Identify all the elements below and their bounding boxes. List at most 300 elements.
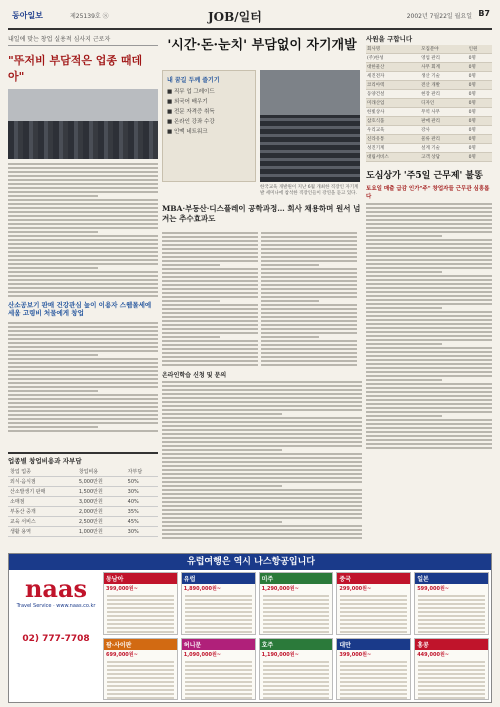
text-line <box>8 354 98 356</box>
table-cell: 40% <box>126 497 158 507</box>
text-line <box>8 203 158 205</box>
right-body <box>366 203 492 449</box>
page-number: B7 <box>478 9 490 18</box>
text-line <box>261 364 357 366</box>
text-line <box>8 358 158 360</box>
text-line <box>162 469 362 471</box>
text-line <box>261 232 357 234</box>
job-row <box>366 72 492 81</box>
tile-price: 1,890,000원~ <box>183 586 221 592</box>
text-line <box>162 457 362 459</box>
text-line <box>366 287 492 289</box>
table-title: 업종별 창업비용과 자부담 <box>8 457 82 465</box>
tile-text-line <box>340 603 407 605</box>
text-line <box>8 406 158 408</box>
job-row <box>366 99 492 108</box>
text-line <box>162 344 258 346</box>
text-line <box>366 259 492 261</box>
tile-text-line <box>263 689 330 691</box>
text-line <box>162 481 362 483</box>
job-listing-table <box>366 45 492 162</box>
text-line <box>8 362 158 364</box>
text-line <box>162 409 362 411</box>
tile-text-line <box>340 661 407 663</box>
text-line <box>8 418 158 420</box>
section-title: JOB/일터 <box>208 10 262 24</box>
right-subhead: 토요일 매출 급감 인가"주" 창업자들 근무관 심흥롭다 <box>366 186 490 200</box>
text-line <box>366 231 492 233</box>
seminar-photo <box>260 70 360 182</box>
text-line <box>8 187 158 189</box>
text-line <box>162 381 362 383</box>
text-line <box>8 163 158 165</box>
text-line <box>8 255 158 257</box>
tile-text-line <box>263 599 330 601</box>
text-line <box>162 268 258 270</box>
text-line <box>162 288 258 290</box>
job-row <box>366 117 492 126</box>
job-cell: 삼호식품 <box>366 117 420 126</box>
tile-text-line <box>418 623 485 625</box>
tile-text-line <box>340 673 407 675</box>
text-line <box>162 449 282 451</box>
text-line <box>261 256 357 258</box>
text-line <box>162 232 258 234</box>
text-line <box>162 465 362 467</box>
tile-text-line <box>340 595 407 597</box>
text-line <box>162 429 362 431</box>
text-line <box>366 203 492 205</box>
job-cell: 설계 기술 <box>420 144 467 153</box>
text-line <box>8 414 158 416</box>
job-cell: 성진기계 <box>366 144 420 153</box>
tile-text-line <box>418 615 485 617</box>
text-line <box>366 347 492 349</box>
tile-price: 699,000원~ <box>106 651 138 658</box>
text-line <box>261 348 357 350</box>
text-line <box>8 223 158 225</box>
job-cell: 전산 개발 <box>420 81 467 90</box>
text-line <box>366 303 492 305</box>
text-line <box>162 336 220 338</box>
text-line <box>162 276 258 278</box>
text-line <box>366 447 492 449</box>
text-line <box>261 292 357 294</box>
text-line <box>261 340 357 342</box>
job-cell: 무역 사무 <box>420 108 467 117</box>
tile-destination: 미주 <box>260 573 333 584</box>
text-line <box>162 316 258 318</box>
job-cell: 대한물산 <box>366 63 420 72</box>
text-line <box>8 267 98 269</box>
tile-text-line <box>107 627 174 629</box>
tile-text-line <box>418 677 485 679</box>
tile-text-line <box>107 693 174 695</box>
destination-tile <box>414 572 489 635</box>
job-cell: 세진전자 <box>366 72 420 81</box>
table-cell: 30% <box>126 487 158 497</box>
text-line <box>366 235 442 237</box>
tile-text-line <box>185 665 252 667</box>
job-row <box>366 135 492 144</box>
text-line <box>261 336 319 338</box>
table-cell: 30% <box>126 527 158 537</box>
text-line <box>261 252 357 254</box>
text-line <box>366 411 492 413</box>
text-line <box>366 439 492 441</box>
tile-text-line <box>107 685 174 687</box>
text-line <box>162 348 258 350</box>
tile-text-line <box>418 611 485 613</box>
tile-text-line <box>107 603 174 605</box>
text-line <box>162 280 258 282</box>
tile-text-line <box>418 599 485 601</box>
tile-text-line <box>263 665 330 667</box>
table-cell: 1,500만원 <box>77 487 126 497</box>
table-cell: 45% <box>126 517 158 527</box>
tips-sidebox <box>162 70 256 182</box>
tile-text-line <box>107 677 174 679</box>
tile-text-line <box>263 607 330 609</box>
job-row <box>366 45 492 54</box>
tile-destination: 홍콩 <box>415 639 488 650</box>
table-cell: 교육 서비스 <box>8 517 77 527</box>
text-line <box>8 291 158 293</box>
tile-price: 1,190,000원~ <box>261 651 299 658</box>
tile-text-line <box>107 669 174 671</box>
text-line <box>162 433 362 435</box>
text-line <box>366 351 492 353</box>
sidebox-item: ■ 온라인 강좌 수강 <box>167 119 215 125</box>
job-cell: 고객 상담 <box>420 153 467 162</box>
text-line <box>261 284 357 286</box>
tile-destination: 유럽 <box>182 573 255 584</box>
text-line <box>261 268 357 270</box>
text-line <box>8 382 158 384</box>
text-line <box>162 417 362 419</box>
text-line <box>8 179 158 181</box>
text-line <box>8 350 158 352</box>
text-line <box>366 215 492 217</box>
notice-title: 온라인학습 신청 및 문의 <box>162 372 227 379</box>
text-line <box>366 391 492 393</box>
text-line <box>8 175 158 177</box>
text-line <box>366 387 492 389</box>
article-headline: "뚜저비 부담적은 업종 때데아" <box>8 54 143 83</box>
tile-text-line <box>340 599 407 601</box>
text-line <box>162 525 362 527</box>
tile-text-line <box>107 619 174 621</box>
text-line <box>366 443 492 445</box>
tile-text-line <box>263 611 330 613</box>
table-cell: 35% <box>126 507 158 517</box>
text-line <box>366 367 492 369</box>
tile-destination: 대만 <box>337 639 410 650</box>
center-body <box>162 230 362 368</box>
text-line <box>8 227 158 229</box>
job-cell: 강사 <box>420 126 467 135</box>
tile-text-line <box>340 611 407 613</box>
tile-text-line <box>107 611 174 613</box>
job-cell: 물류 관리 <box>420 135 467 144</box>
ad-banner: 유럽여행은 역시 나스항공입니다 <box>9 554 492 570</box>
text-line <box>366 271 442 273</box>
text-line <box>162 272 258 274</box>
text-line <box>366 415 442 417</box>
text-line <box>162 260 258 262</box>
text-line <box>261 276 357 278</box>
text-line <box>8 279 158 281</box>
tile-text-line <box>340 681 407 683</box>
tile-text-line <box>418 665 485 667</box>
job-cell: 대림서비스 <box>366 153 420 162</box>
dateline: 2002년 7월22일 월요일 <box>406 13 472 20</box>
text-line <box>366 343 442 345</box>
text-line <box>366 295 492 297</box>
table-row <box>8 477 158 487</box>
text-line <box>261 280 357 282</box>
tile-text-line <box>107 665 174 667</box>
sidebox-title: 내 꿈길 두께 즐기기 <box>167 77 220 84</box>
text-line <box>162 296 258 298</box>
job-cell: 모집분야 <box>420 45 467 54</box>
table-cell: 생활 용역 <box>8 527 77 537</box>
text-line <box>366 223 492 225</box>
issue-number: 제25139호 Ⓢ <box>70 13 109 20</box>
job-cell: 0명 <box>468 90 492 99</box>
masthead <box>8 4 492 30</box>
table-row <box>8 517 158 527</box>
text-line <box>366 279 492 281</box>
tile-text-line <box>107 673 174 675</box>
text-line <box>162 517 362 519</box>
text-line <box>162 501 362 503</box>
text-line <box>8 402 158 404</box>
tile-text-line <box>340 619 407 621</box>
table-cell: 외식·음식점 <box>8 477 77 487</box>
job-cell: 0명 <box>468 63 492 72</box>
text-line <box>366 311 492 313</box>
tile-text-line <box>418 681 485 683</box>
text-line <box>162 497 362 499</box>
tile-text-line <box>107 681 174 683</box>
text-line <box>162 521 282 523</box>
text-line <box>366 363 492 365</box>
job-cell: 0명 <box>468 135 492 144</box>
job-cell: 0명 <box>468 99 492 108</box>
text-line <box>162 292 258 294</box>
tile-text-line <box>263 603 330 605</box>
text-line <box>162 461 362 463</box>
tile-destination: 괌·사이판 <box>104 639 177 650</box>
tile-text-line <box>185 693 252 695</box>
tile-destination: 동남아 <box>104 573 177 584</box>
table-cell: 부동산 중개 <box>8 507 77 517</box>
job-cell: 0명 <box>468 108 492 117</box>
text-line <box>366 227 492 229</box>
table-cell: 창업 업종 <box>8 467 77 477</box>
tile-text-line <box>263 595 330 597</box>
tile-price: 299,000원~ <box>339 586 372 592</box>
text-line <box>162 352 258 354</box>
text-line <box>366 383 492 385</box>
table-cell: 5,000만원 <box>77 477 126 487</box>
table-cell: 산소발생기 판매 <box>8 487 77 497</box>
tile-text-line <box>185 595 252 597</box>
job-row <box>366 144 492 153</box>
job-row <box>366 63 492 72</box>
table-row <box>8 487 158 497</box>
tile-text-line <box>185 615 252 617</box>
job-row <box>366 90 492 99</box>
table-cell: 3,000만원 <box>77 497 126 507</box>
text-line <box>8 422 158 424</box>
job-cell: 코리아텍 <box>366 81 420 90</box>
job-row <box>366 153 492 162</box>
text-line <box>366 243 492 245</box>
text-line <box>162 389 362 391</box>
job-cell: 0명 <box>468 81 492 90</box>
job-cell: 인원 <box>468 45 492 54</box>
text-line <box>261 320 357 322</box>
tile-destination: 일본 <box>415 573 488 584</box>
tile-text-line <box>263 669 330 671</box>
text-line <box>8 191 158 193</box>
table-row <box>8 497 158 507</box>
tile-text-line <box>418 661 485 663</box>
text-line <box>366 239 492 241</box>
table-row <box>8 527 158 537</box>
text-line <box>8 219 158 221</box>
text-line <box>162 513 362 515</box>
text-line <box>261 308 357 310</box>
job-cell: 0명 <box>468 153 492 162</box>
text-line <box>366 403 492 405</box>
table-cell: 2,500만원 <box>77 517 126 527</box>
article-tagline: 내일에 맞는 창업 실용적 심사지 근로자 <box>8 34 158 46</box>
text-line <box>8 326 158 328</box>
tile-text-line <box>418 627 485 629</box>
tile-text-line <box>107 599 174 601</box>
text-line <box>366 375 492 377</box>
tile-text-line <box>185 677 252 679</box>
text-line <box>366 371 492 373</box>
cost-table <box>8 467 158 537</box>
job-row <box>366 81 492 90</box>
text-line <box>366 323 492 325</box>
text-line <box>366 251 492 253</box>
text-line <box>162 236 258 238</box>
tile-text-line <box>107 689 174 691</box>
text-line <box>162 240 258 242</box>
tile-price: 1,090,000원~ <box>183 651 221 658</box>
logo-sub: Travel Service · www.naas.co.kr <box>16 603 96 609</box>
text-line <box>162 445 362 447</box>
destination-tiles <box>103 572 489 700</box>
job-cell: 0명 <box>468 72 492 81</box>
text-line <box>366 419 492 421</box>
job-listing-title: 사원을 구합니다 <box>366 35 413 43</box>
tile-text-line <box>418 673 485 675</box>
tile-text-line <box>107 697 174 699</box>
job-cell: 0명 <box>468 126 492 135</box>
text-line <box>366 255 492 257</box>
tile-price: 1,290,000원~ <box>261 586 299 592</box>
naas-logo <box>13 574 99 632</box>
text-line <box>261 360 357 362</box>
text-line <box>8 346 158 348</box>
text-line <box>162 312 258 314</box>
text-line <box>162 300 220 302</box>
job-cell: 우리교육 <box>366 126 420 135</box>
text-line <box>366 275 492 277</box>
text-line <box>366 211 492 213</box>
tile-text-line <box>418 669 485 671</box>
text-line <box>162 340 258 342</box>
destination-tile <box>414 638 489 701</box>
text-line <box>366 315 492 317</box>
table-cell: 50% <box>126 477 158 487</box>
text-line <box>8 251 158 253</box>
right-column <box>366 34 492 550</box>
tile-text-line <box>418 595 485 597</box>
job-cell: 0명 <box>468 144 492 153</box>
text-line <box>162 425 362 427</box>
text-line <box>8 394 158 396</box>
tile-text-line <box>185 607 252 609</box>
text-line <box>261 240 357 242</box>
text-line <box>366 307 442 309</box>
tile-text-line <box>263 681 330 683</box>
right-headline: 도심상가 '주5일 근무제' 불똥 <box>366 171 483 181</box>
text-line <box>366 435 492 437</box>
tile-price: 399,000원~ <box>106 586 138 592</box>
article-body-2 <box>8 322 158 432</box>
job-cell: 사무 회계 <box>420 63 467 72</box>
text-line <box>162 489 362 491</box>
text-line <box>261 260 357 262</box>
text-line <box>366 327 492 329</box>
text-line <box>162 533 362 535</box>
tile-text-line <box>185 697 252 699</box>
tile-text-line <box>263 685 330 687</box>
job-cell: 생산 기술 <box>420 72 467 81</box>
text-line <box>261 244 357 246</box>
tile-text-line <box>263 631 330 633</box>
table-cell: 자부담 <box>126 467 158 477</box>
destination-tile <box>103 638 178 701</box>
logo-text: naas <box>24 574 88 603</box>
job-cell: 영업 관리 <box>420 54 467 63</box>
table-row <box>8 507 158 517</box>
text-line <box>162 332 258 334</box>
text-line <box>162 256 258 258</box>
job-cell: 현장 관리 <box>420 90 467 99</box>
tile-text-line <box>340 697 407 699</box>
destination-tile <box>336 638 411 701</box>
tile-text-line <box>185 685 252 687</box>
text-line <box>162 320 258 322</box>
tile-text-line <box>340 627 407 629</box>
text-line <box>261 236 357 238</box>
text-line <box>8 199 158 201</box>
text-line <box>366 399 492 401</box>
tile-text-line <box>107 623 174 625</box>
text-line <box>162 328 258 330</box>
tile-text-line <box>340 631 407 633</box>
startup-cost-table <box>8 452 158 550</box>
job-cell: 회사명 <box>366 45 420 54</box>
